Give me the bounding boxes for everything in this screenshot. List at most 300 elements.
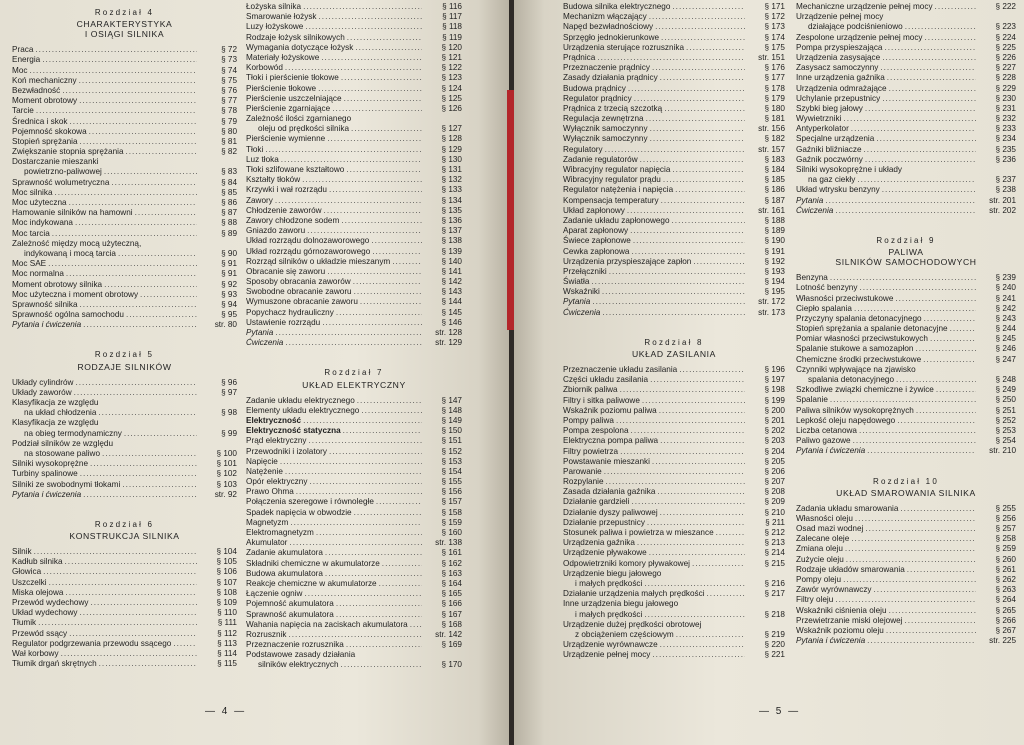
- toc-column-2: [246, 2, 462, 671]
- dot-leader: [307, 226, 422, 236]
- toc-entry: [12, 157, 237, 167]
- toc-entry: [12, 480, 237, 490]
- dot-leader: [664, 104, 745, 114]
- toc-entry-title: silników elektrycznych: [258, 660, 339, 670]
- toc-entry-reference: § 167: [441, 609, 462, 619]
- dot-leader: [597, 53, 745, 63]
- toc-entry: [563, 599, 785, 609]
- toc-entry-title: Tarcie: [12, 106, 34, 116]
- dot-leader: [672, 165, 745, 175]
- toc-entry-title: Podstawowe zasady działania: [246, 650, 356, 660]
- toc-entry-title: Urządzenie pływakowe: [563, 548, 647, 558]
- toc-entry-reference: § 219: [764, 629, 785, 639]
- toc-entry-reference: § 182: [764, 134, 785, 144]
- toc-entry-title: Silniki ze swobodnymi tłokami: [12, 479, 121, 489]
- toc-entry: [563, 145, 785, 155]
- toc-entry: [246, 518, 462, 528]
- dot-leader: [915, 344, 976, 354]
- dot-leader: [876, 134, 976, 144]
- toc-entry-title: Cewka zapłonowa: [563, 246, 630, 256]
- toc-entry-reference: § 181: [764, 114, 785, 124]
- toc-entry-reference: § 98: [221, 408, 237, 418]
- chapter-title: CHARAKTERYSTYKA I OSIĄGI SILNIKA: [76, 19, 173, 40]
- chapter-number: Rozdział 6: [94, 519, 155, 529]
- toc-entry-title: Lotność benzyny: [796, 283, 858, 293]
- dot-leader: [936, 385, 976, 395]
- toc-entry: [796, 53, 1016, 63]
- toc-entry: [246, 569, 462, 579]
- toc-entry-title: Pytania: [796, 195, 824, 205]
- dot-leader: [627, 206, 745, 216]
- toc-entry: [563, 508, 785, 518]
- dot-leader: [296, 487, 422, 497]
- toc-entry: [12, 178, 237, 188]
- toc-entry: [563, 247, 785, 257]
- toc-entry: [12, 106, 237, 116]
- dot-leader: [336, 610, 422, 620]
- toc-entry-title: Swobodne obracanie zaworu: [246, 287, 352, 297]
- toc-entry-reference: § 217: [764, 589, 785, 599]
- toc-entry-title: Paliwa silników wysokoprężnych: [796, 405, 914, 415]
- toc-entry-title: Regulacja zewnętrzna: [563, 114, 644, 124]
- dot-leader: [346, 640, 422, 650]
- toc-entry-title: Szybki bieg jałowy: [796, 103, 863, 113]
- dot-leader: [835, 206, 976, 216]
- toc-entry-title: Pytania i ćwiczenia: [796, 446, 866, 456]
- dot-leader: [353, 277, 422, 287]
- toc-entry: [563, 236, 785, 246]
- toc-entry: [246, 538, 462, 548]
- toc-entry-title: Natężenie: [246, 466, 283, 476]
- toc-entry-reference: § 143: [441, 287, 462, 297]
- toc-entry-reference: § 138: [441, 236, 462, 246]
- toc-entry-reference: § 123: [441, 73, 462, 83]
- toc-entry-reference: § 110: [217, 608, 237, 618]
- toc-entry-reference: § 82: [221, 147, 237, 157]
- toc-entry-title: Tłumik: [12, 618, 37, 628]
- dot-leader: [676, 630, 745, 640]
- toc-entry-reference: § 113: [217, 638, 237, 648]
- toc-entry: [563, 73, 785, 83]
- dot-leader: [173, 639, 197, 649]
- toc-entry: [796, 63, 1016, 73]
- toc-entry-title: Urządzenie biegu jałowego: [563, 568, 662, 578]
- dot-leader: [880, 63, 976, 73]
- dot-leader: [935, 2, 976, 12]
- dot-leader: [707, 589, 745, 599]
- toc-entry: [246, 436, 462, 446]
- toc-entry-reference: § 114: [217, 648, 237, 658]
- toc-entry-reference: § 142: [441, 277, 462, 287]
- toc-entry-reference: § 108: [216, 587, 237, 597]
- toc-entry-title: Obracanie się zaworu: [246, 266, 326, 276]
- toc-entry: [246, 396, 462, 406]
- toc-entry-title: Silniki wysokoprężne i układy: [796, 165, 903, 174]
- toc-entry: [796, 94, 1016, 104]
- toc-entry-title: Filtry oleju: [796, 595, 834, 605]
- dot-leader: [889, 84, 976, 94]
- dot-leader: [846, 555, 976, 565]
- dot-leader: [634, 94, 745, 104]
- toc-entry-reference: § 85: [221, 187, 237, 197]
- chapter-title: UKŁAD SMAROWANIA SILNIKA: [836, 487, 976, 498]
- toc-entry-title: Ćwiczenia: [796, 205, 834, 215]
- toc-entry-title: Spadek napięcia w obwodzie: [246, 507, 352, 517]
- toc-entry-title: Układ rozrządu dolnozaworowego: [246, 236, 370, 246]
- toc-entry-reference: § 203: [764, 436, 785, 446]
- toc-list: [796, 2, 1016, 216]
- toc-entry-title: Aparat zapłonowy: [563, 226, 629, 236]
- dot-leader: [642, 396, 745, 406]
- toc-entry-reference: § 229: [995, 83, 1016, 93]
- dot-leader: [865, 524, 976, 534]
- toc-entry: [796, 504, 1016, 514]
- toc-entry: [563, 114, 785, 124]
- dot-leader: [874, 585, 976, 595]
- toc-entry: [12, 147, 237, 157]
- toc-column-3: [563, 2, 785, 660]
- dot-leader: [329, 447, 422, 457]
- toc-entry-title: Urządzenia gaźnika: [563, 538, 635, 548]
- toc-entry-title: Działanie przepustnicy: [563, 517, 645, 527]
- toc-entry-title: Przyczyny spalania detonacyjnego: [796, 313, 922, 323]
- toc-entry: [563, 185, 785, 195]
- toc-entry-reference: § 91: [221, 269, 237, 279]
- toc-entry-reference: § 91: [221, 259, 237, 269]
- toc-entry: [796, 33, 1016, 43]
- toc-entry-reference: § 195: [764, 287, 785, 297]
- toc-entry: [563, 538, 785, 548]
- toc-entry-reference: § 244: [995, 324, 1016, 334]
- toc-entry-reference: § 74: [221, 65, 237, 75]
- toc-entry-title: Bezwładność: [12, 85, 61, 95]
- toc-entry-reference: str. 129: [435, 338, 462, 348]
- toc-entry: [563, 579, 785, 589]
- toc-entry-reference: § 254: [995, 436, 1016, 446]
- toc-entry-title: Sprawność akumulatora: [246, 609, 334, 619]
- toc-entry-title: indykowaną i mocą tarcia: [24, 248, 116, 258]
- toc-entry-title: Chłodzenie zaworów: [246, 205, 322, 215]
- dot-leader: [591, 277, 745, 287]
- dot-leader: [329, 185, 422, 195]
- toc-entry-title: Wahania napięcia na zaciskach akumulatora: [246, 619, 408, 629]
- toc-entry-title: Przeznaczenie prądnicy: [563, 63, 650, 73]
- toc-entry: [563, 416, 785, 426]
- toc-entry-reference: § 104: [216, 547, 237, 557]
- dot-leader: [265, 145, 422, 155]
- toc-entry-reference: § 177: [764, 73, 785, 83]
- toc-entry-title: Urządzenia zasysające: [796, 52, 881, 62]
- toc-entry-reference: § 259: [995, 544, 1016, 554]
- chapter-number: Rozdział 10: [872, 476, 939, 486]
- toc-entry: [563, 2, 785, 12]
- toc-entry: [246, 579, 462, 589]
- toc-entry-title: Luzy łożyskowe: [246, 22, 304, 32]
- chapter-number: Rozdział 5: [94, 350, 155, 360]
- toc-entry-reference: § 117: [442, 12, 462, 22]
- toc-entry: [246, 497, 462, 507]
- toc-entry: [246, 196, 462, 206]
- toc-entry-reference: § 198: [764, 385, 785, 395]
- toc-entry-reference: § 169: [441, 640, 462, 650]
- toc-entry-reference: § 154: [441, 466, 462, 476]
- toc-entry-reference: § 220: [764, 640, 785, 650]
- toc-entry-reference: str. 138: [435, 538, 462, 548]
- toc-entry-title: Układy zaworów: [12, 387, 72, 397]
- toc-entry-reference: § 140: [441, 256, 462, 266]
- toc-entry-title: Spalanie: [796, 395, 828, 405]
- toc-entry-title: Elektryczność: [246, 415, 302, 425]
- toc-entry-title: Popychacz hydrauliczny: [246, 307, 334, 317]
- toc-entry-title: Układy cylindrów: [12, 377, 74, 387]
- toc-entry-reference: § 122: [441, 63, 462, 73]
- dot-leader: [855, 514, 976, 524]
- toc-entry-title: Gaźnik poczwórny: [796, 154, 863, 164]
- toc-entry: [563, 33, 785, 43]
- toc-entry: [246, 236, 462, 246]
- dot-leader: [34, 547, 197, 557]
- toc-entry: [796, 524, 1016, 534]
- toc-entry-title: Własności przeciwstukowe: [796, 293, 894, 303]
- toc-entry-title: Moc tarcia: [12, 228, 50, 238]
- toc-entry: [563, 196, 785, 206]
- toc-entry-reference: § 72: [221, 45, 237, 55]
- dot-leader: [628, 84, 745, 94]
- toc-entry: [246, 22, 462, 32]
- toc-entry-title: na gaz ciekły: [808, 175, 856, 185]
- toc-entry: [246, 33, 462, 43]
- toc-entry: [563, 84, 785, 94]
- toc-entry-reference: § 238: [995, 185, 1016, 195]
- toc-entry-title: Stosunek paliwa i powietrza w mieszance: [563, 528, 714, 538]
- toc-entry-title: Pytania: [563, 297, 591, 307]
- toc-entry-title: Elektryczna pompa paliwa: [563, 436, 659, 446]
- dot-leader: [303, 416, 422, 426]
- toc-entry-reference: § 156: [441, 487, 462, 497]
- dot-leader: [347, 33, 422, 43]
- toc-entry-title: oleju od prędkości silnika: [258, 124, 350, 134]
- chapter-heading: [12, 8, 237, 39]
- dot-leader: [382, 559, 422, 569]
- toc-entry: [796, 22, 1016, 32]
- toc-entry-reference: § 90: [221, 248, 237, 258]
- toc-entry: [12, 378, 237, 388]
- toc-entry-reference: § 208: [764, 487, 785, 497]
- toc-entry-title: Prądnica z trzecią szczotką: [563, 103, 663, 113]
- toc-entry: [796, 84, 1016, 94]
- toc-entry-title: Rozrząd silników o układzie mieszanym: [246, 256, 391, 266]
- chapter-heading: [12, 520, 237, 541]
- toc-entry-title: Urządzenia odmrażające: [796, 83, 887, 93]
- toc-entry: [796, 555, 1016, 565]
- dot-leader: [38, 618, 197, 628]
- chapter-number: Rozdział 4: [94, 8, 155, 17]
- toc-entry-title: Rodzaje układów smarowania: [796, 564, 905, 574]
- toc-entry-title: Stopień sprężania a spalanie detonacyjne: [796, 324, 948, 334]
- toc-entry-title: Tłoki szlifowane kształtowo: [246, 165, 345, 174]
- toc-entry: [246, 457, 462, 467]
- toc-entry-reference: § 93: [221, 289, 237, 299]
- dot-leader: [285, 338, 422, 348]
- toc-entry: [12, 310, 237, 320]
- dot-leader: [882, 53, 976, 63]
- toc-entry: [563, 518, 785, 528]
- toc-list: [563, 2, 785, 318]
- dot-leader: [655, 22, 745, 32]
- dot-leader: [631, 426, 745, 436]
- toc-entry-reference: str. 210: [989, 446, 1016, 456]
- dot-leader: [281, 155, 422, 165]
- dot-leader: [324, 206, 422, 216]
- dot-leader: [80, 608, 197, 618]
- toc-entry: [246, 559, 462, 569]
- dot-leader: [657, 487, 745, 497]
- toc-entry-title: Przewód ssący: [12, 628, 68, 638]
- toc-entry-reference: § 250: [995, 395, 1016, 405]
- toc-entry-reference: § 230: [995, 93, 1016, 103]
- dot-leader: [319, 12, 422, 22]
- dot-leader: [609, 267, 745, 277]
- chapter-heading: [246, 368, 462, 389]
- toc-entry-reference: § 214: [764, 548, 785, 558]
- toc-entry-title: Pierścienie uszczelniające: [246, 93, 342, 103]
- toc-entry: [246, 640, 462, 650]
- toc-entry-reference: str. 173: [758, 307, 785, 317]
- toc-entry-reference: § 136: [441, 215, 462, 225]
- toc-entry-reference: § 234: [995, 134, 1016, 144]
- toc-entry: [796, 334, 1016, 344]
- dot-leader: [321, 53, 422, 63]
- toc-entry: [563, 375, 785, 385]
- dot-leader: [75, 218, 197, 228]
- toc-entry: [12, 578, 237, 588]
- dot-leader: [135, 208, 197, 218]
- toc-list: [12, 378, 237, 500]
- dot-leader: [605, 145, 745, 155]
- toc-entry: [563, 436, 785, 446]
- toc-entry: [12, 418, 237, 428]
- toc-entry-title: spalania detonacyjnego: [808, 375, 895, 385]
- toc-entry-title: Silnik: [12, 547, 32, 557]
- toc-entry: [563, 477, 785, 487]
- toc-entry: [246, 277, 462, 287]
- dot-leader: [325, 569, 422, 579]
- dot-leader: [602, 308, 745, 318]
- toc-entry: [12, 229, 237, 239]
- toc-entry: [796, 416, 1016, 426]
- toc-entry: [796, 12, 1016, 22]
- toc-entry-title: Zespolone urządzenie pełnej mocy: [796, 32, 923, 42]
- dot-leader: [907, 565, 976, 575]
- toc-entry-reference: § 146: [441, 317, 462, 327]
- toc-entry: [796, 314, 1016, 324]
- toc-entry: [563, 124, 785, 134]
- dot-leader: [36, 106, 197, 116]
- toc-entry-reference: § 94: [221, 299, 237, 309]
- toc-entry-reference: § 227: [995, 63, 1016, 73]
- toc-entry-title: Przewód wydechowy: [12, 598, 89, 608]
- toc-entry-title: Praca: [12, 45, 34, 55]
- toc-entry-title: Wyłącznik samoczynny: [563, 134, 648, 144]
- left-page: [0, 0, 509, 745]
- toc-entry: [563, 53, 785, 63]
- chapter-heading: [796, 236, 1016, 267]
- dot-leader: [126, 147, 198, 157]
- toc-entry-title: Rozrusznik: [246, 629, 287, 639]
- dot-leader: [660, 640, 745, 650]
- toc-entry: [12, 320, 237, 330]
- toc-entry: [563, 396, 785, 406]
- toc-entry: [246, 165, 462, 175]
- toc-entry-title: Mechanizm włączający: [563, 12, 647, 22]
- toc-entry-reference: § 103: [216, 479, 237, 489]
- dot-leader: [122, 480, 197, 490]
- toc-entry: [246, 338, 462, 348]
- toc-entry-reference: § 186: [764, 185, 785, 195]
- toc-list: [12, 547, 237, 669]
- toc-entry-title: Filtry i sitka paliwowe: [563, 395, 640, 405]
- toc-entry: [796, 575, 1016, 585]
- toc-entry: [796, 385, 1016, 395]
- toc-entry-reference: § 211: [765, 517, 785, 527]
- toc-entry: [12, 439, 237, 449]
- toc-entry: [563, 267, 785, 277]
- dot-leader: [592, 297, 745, 307]
- toc-entry: [246, 308, 462, 318]
- toc-entry: [246, 145, 462, 155]
- toc-entry: [246, 650, 462, 660]
- toc-entry-title: Przełączniki: [563, 266, 607, 276]
- toc-entry: [246, 43, 462, 53]
- toc-entry: [796, 616, 1016, 626]
- dot-leader: [48, 259, 197, 269]
- toc-entry: [12, 398, 237, 408]
- dot-leader: [830, 395, 976, 405]
- dot-leader: [686, 43, 745, 53]
- toc-entry: [563, 548, 785, 558]
- dot-leader: [644, 610, 745, 620]
- toc-entry-title: Luz tłoka: [246, 154, 279, 164]
- dot-leader: [693, 257, 745, 267]
- toc-entry-reference: § 194: [764, 277, 785, 287]
- dot-leader: [672, 216, 745, 226]
- toc-entry-reference: § 174: [764, 32, 785, 42]
- toc-entry: [12, 459, 237, 469]
- dot-leader: [318, 84, 422, 94]
- toc-entry-reference: § 99: [221, 428, 237, 438]
- dot-leader: [924, 314, 976, 324]
- toc-entry: [246, 477, 462, 487]
- toc-entry-title: Osad mazi wodnej: [796, 524, 864, 534]
- dot-leader: [843, 575, 976, 585]
- toc-entry-title: Zadanie układu zapłonowego: [563, 215, 670, 225]
- toc-entry-reference: § 262: [995, 575, 1016, 585]
- toc-entry: [796, 196, 1016, 206]
- toc-entry-title: Pompa przyspieszająca: [796, 42, 883, 52]
- toc-entry-reference: § 157: [441, 497, 462, 507]
- toc-entry-title: Elektryczność statyczna: [246, 426, 341, 436]
- toc-entry: [796, 134, 1016, 144]
- toc-entry-title: Regulator podgrzewania przewodu ssącego: [12, 638, 172, 648]
- dot-leader: [355, 43, 422, 53]
- toc-entry-title: Wywietrzniki: [796, 114, 842, 124]
- toc-entry: [246, 620, 462, 630]
- toc-entry-reference: § 89: [221, 228, 237, 238]
- toc-entry-title: Materiały łożyskowe: [246, 52, 320, 62]
- toc-entry-reference: § 92: [221, 279, 237, 289]
- dot-leader: [923, 355, 976, 365]
- dot-leader: [604, 467, 745, 477]
